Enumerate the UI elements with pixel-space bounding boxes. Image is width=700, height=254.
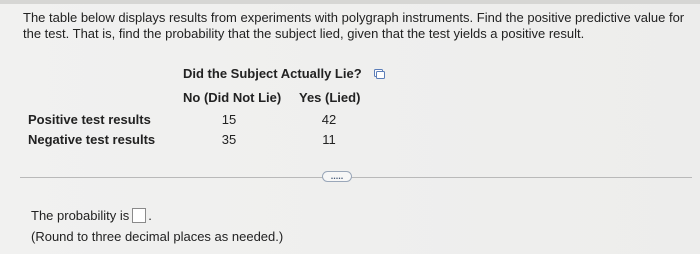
row-label-negative: Negative test results: [28, 132, 156, 147]
row-label-positive: Positive test results: [28, 112, 151, 127]
cell-positive-no: 15: [221, 112, 237, 127]
table-header-main: Did the Subject Actually Lie?: [183, 66, 362, 81]
copy-table-icon[interactable]: [374, 69, 385, 79]
more-dots-icon: .....: [330, 171, 344, 181]
more-button[interactable]: [322, 171, 352, 182]
cell-negative-yes: 11: [322, 132, 336, 147]
answer-input[interactable]: [132, 208, 146, 223]
cell-positive-yes: 42: [321, 112, 337, 127]
column-header-yes: Yes (Lied): [299, 90, 361, 105]
question-text: The table below displays results from experiments with polygraph instruments. Find the positive predictive value for the test. That is, find the probability that the subject lied, given that the test yields a positive result.: [23, 10, 685, 41]
answer-prefix: The probability is: [31, 208, 130, 223]
rounding-note: (Round to three decimal places as needed.): [31, 229, 284, 244]
answer-line: [31, 208, 152, 223]
column-header-no: No (Did Not Lie): [183, 90, 282, 105]
answer-suffix: .: [148, 208, 152, 223]
section-divider: [20, 177, 692, 178]
cell-negative-no: 35: [221, 132, 237, 147]
